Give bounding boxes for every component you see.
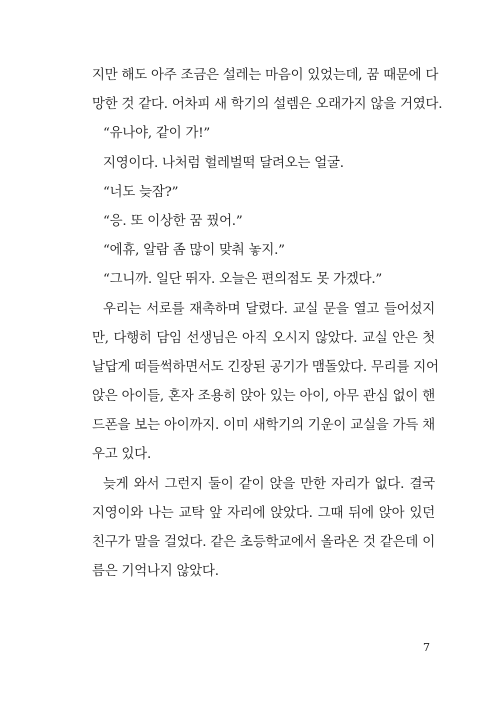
text-line: 름은 기억나지 않았다. bbox=[92, 564, 219, 580]
text-line: “응. 또 이상한 꿈 꿨어.” bbox=[103, 213, 243, 229]
text-line: 지만 해도 아주 조금은 설레는 마음이 있었는데, 꿈 때문에 다 bbox=[92, 68, 439, 83]
text-line: 드폰을 보는 아이까지. 이미 새학기의 기운이 교실을 가득 채 bbox=[92, 418, 435, 434]
text-line: “유나야, 같이 가!” bbox=[103, 126, 211, 142]
text-line: 지영이다. 나처럼 헐레벌떡 달려오는 얼굴. bbox=[103, 155, 344, 171]
text-line: 만, 다행히 담임 선생님은 아직 오시지 않았다. 교실 안은 첫 bbox=[92, 330, 435, 346]
text-line: 망한 것 같다. 어차피 새 학기의 설렘은 오래가지 않을 거였다. bbox=[92, 97, 443, 113]
text-line: 지영이와 나는 교탁 앞 자리에 앉았다. 그때 뒤에 앉아 있던 bbox=[92, 505, 435, 521]
text-line: 우리는 서로를 재촉하며 달렸다. 교실 문을 열고 들어섰지 bbox=[103, 301, 435, 317]
text-line: “너도 늦잠?” bbox=[103, 184, 179, 200]
body-text bbox=[92, 61, 443, 586]
text-line: 친구가 말을 걸었다. 같은 초등학교에서 올라온 것 같은데 이 bbox=[92, 535, 435, 550]
text-line: 늦게 와서 그런지 둘이 같이 앉을 만한 자리가 없다. 결국 bbox=[103, 476, 435, 492]
page-number: 7 bbox=[423, 641, 430, 654]
text-line: 앉은 아이들, 혼자 조용히 앉아 있는 아이, 아무 관심 없이 핸 bbox=[92, 389, 435, 405]
text-line: “그니까. 일단 뛰자. 오늘은 편의점도 못 가겠다.” bbox=[103, 272, 383, 288]
text-line: “에휴, 알람 좀 많이 맞춰 놓지.” bbox=[103, 243, 285, 259]
text-line: 우고 있다. bbox=[92, 447, 152, 463]
text-line: 날답게 떠들썩하면서도 긴장된 공기가 맴돌았다. 무리를 지어 bbox=[92, 359, 439, 375]
